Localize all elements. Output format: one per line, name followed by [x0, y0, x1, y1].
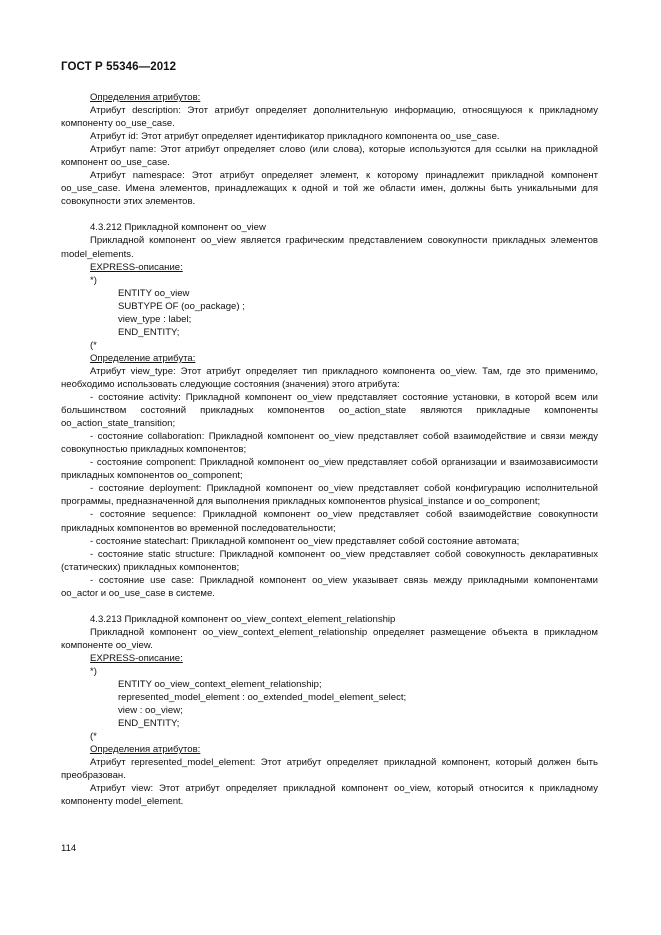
- code-line: view : oo_view;: [118, 705, 183, 717]
- express-heading: EXPRESS-описание:: [90, 261, 183, 273]
- code-line: view_type : label;: [118, 313, 192, 325]
- paragraph: Атрибут description: Этот атрибут определяет дополнительную информацию, относящуюся к прикладному компоненту oo_use_case.: [61, 105, 598, 130]
- code-line: *): [90, 274, 97, 286]
- list-item: - состояние collaboration: Прикладной компонент oo_view представляет собой взаимодействие и связи между совокупностью прикладных компонентов;: [61, 431, 598, 456]
- section-title: 4.3.212 Прикладной компонент oo_view: [90, 222, 266, 234]
- list-item: - состояние activity: Прикладной компонент oo_view представляет состояние установки, в которой всем или большинством состояний прикладных компонентов oo_action_state являются прикладные компоненты oo_action_state_transition;: [61, 392, 598, 430]
- express-heading: EXPRESS-описание:: [90, 652, 183, 664]
- code-line: ENTITY oo_view_context_element_relationship;: [118, 679, 322, 691]
- express-code-block: [61, 665, 598, 743]
- code-line: (*: [90, 731, 97, 743]
- paragraph: Прикладной компонент oo_view является графическим представлением совокупности прикладных элементов model_elements.: [61, 235, 598, 260]
- list-item: - состояние static structure: Прикладной компонент oo_view представляет собой совокупность декларативных (статических) прикладных компонентов;: [61, 548, 598, 573]
- attribute-heading: Определение атрибута:: [90, 352, 196, 364]
- paragraph: Атрибут represented_model_element: Этот атрибут определяет прикладной компонент, который должен быть преобразован.: [61, 757, 598, 782]
- list-item: - состояние deployment: Прикладной компонент oo_view представляет собой конфигурацию исполнительной программы, предназначенной для выполнения прикладных компонентов physical_instance и oo_component;: [61, 483, 598, 508]
- code-line: (*: [90, 339, 97, 351]
- page-number: 114: [61, 843, 77, 854]
- attributes-heading: Определения атрибутов:: [90, 92, 201, 103]
- code-line: SUBTYPE OF (oo_package) ;: [118, 300, 245, 312]
- code-line: END_ENTITY;: [118, 718, 180, 730]
- paragraph: Атрибут namespace: Этот атрибут определяет элемент, к которому принадлежит прикладной компонент oo_use_case. Имена элементов, принадлежащих к одной и той же области имен, должны быть уникальными для совокупности этих элементов.: [61, 170, 598, 208]
- paragraph: Атрибут view: Этот атрибут определяет прикладной компонент oo_view, который относится к прикладному компоненту model_element.: [61, 783, 598, 808]
- code-line: ENTITY oo_view: [118, 287, 190, 299]
- paragraph: Атрибут view_type: Этот атрибут определяет тип прикладного компонента oo_view. Там, где это применимо, необходимо использовать следующие состояния (значения) этого атрибута:: [61, 365, 598, 390]
- list-item: - состояние sequence: Прикладной компонент oo_view представляет собой взаимодействие совокупности прикладных компонентов во временной последовательности;: [61, 509, 598, 534]
- list-item: - состояние statechart: Прикладной компонент oo_view представляет собой состояние автомата;: [90, 535, 520, 547]
- paragraph: Атрибут name: Этот атрибут определяет слово (или слова), которые используются для ссылки на прикладной компонент oo_use_case.: [61, 144, 598, 169]
- paragraph: Атрибут id: Этот атрибут определяет идентификатор прикладного компонента oo_use_case.: [90, 131, 500, 143]
- attributes-heading: Определения атрибутов:: [90, 744, 201, 756]
- list-item: - состояние use case: Прикладной компонент oo_view указывает связь между прикладными компонентами oo_actor и oo_use_case в системе.: [61, 574, 598, 599]
- document-header: ГОСТ Р 55346—2012: [61, 61, 177, 73]
- express-code-block: [61, 274, 598, 352]
- list-item: - состояние component: Прикладной компонент oo_view представляет собой организации и взаимозависимости прикладных компонентов oo_component;: [61, 457, 598, 482]
- code-line: represented_model_element : oo_extended_model_element_select;: [118, 692, 407, 704]
- paragraph: Прикладной компонент oo_view_context_element_relationship определяет размещение объекта в прикладном компоненте oo_view.: [61, 626, 598, 651]
- code-line: END_ENTITY;: [118, 326, 180, 338]
- document-body: [61, 91, 598, 808]
- code-line: *): [90, 665, 97, 677]
- section-title: 4.3.213 Прикладной компонент oo_view_context_element_relationship: [90, 613, 396, 625]
